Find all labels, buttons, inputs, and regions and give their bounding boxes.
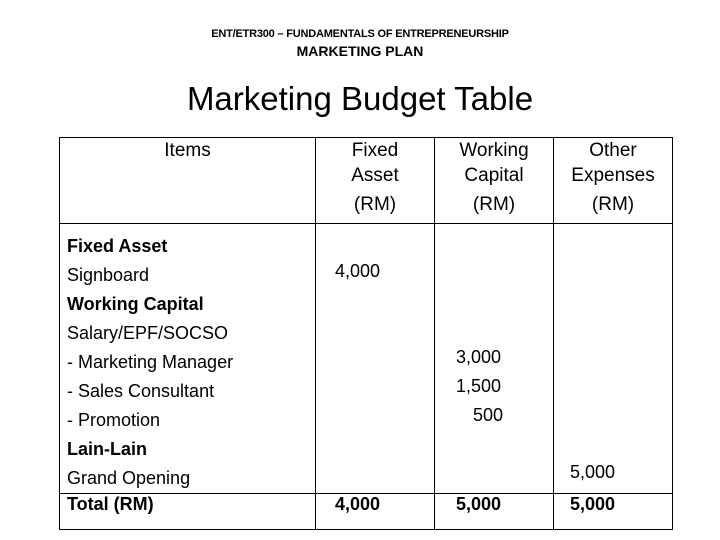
- section-header: MARKETING PLAN: [296, 43, 424, 59]
- total-fixed-asset: 4,000: [316, 494, 435, 530]
- list-item: Grand Opening: [67, 468, 191, 488]
- list-item: Lain-Lain: [67, 439, 147, 459]
- table-total-row: [60, 494, 673, 530]
- working-promotion-value: 500: [473, 405, 504, 425]
- list-item: - Promotion: [67, 410, 161, 430]
- total-working-capital: 5,000: [435, 494, 554, 530]
- col-header-items: Items: [60, 138, 316, 224]
- other-expenses-cell: [554, 224, 673, 494]
- list-item: Working Capital: [67, 294, 204, 314]
- table-header-row: [60, 138, 673, 224]
- list-item: - Marketing Manager: [67, 352, 234, 372]
- list-item: - Sales Consultant: [67, 381, 215, 401]
- col-header-working-capital: Working Capital (RM): [435, 138, 554, 224]
- marketing-budget-table: [59, 137, 673, 530]
- col-header-other-expenses: Other Expenses (RM): [554, 138, 673, 224]
- fixed-asset-signboard-value: 4,000: [335, 261, 381, 281]
- list-item: Fixed Asset: [67, 236, 168, 256]
- table-body-row: [60, 224, 673, 494]
- col-header-fixed-asset: Fixed Asset (RM): [316, 138, 435, 224]
- total-label: Total (RM): [60, 494, 316, 530]
- page-title: Marketing Budget Table: [186, 80, 534, 117]
- list-item: Salary/EPF/SOCSO: [67, 323, 229, 343]
- other-grand-opening-value: 5,000: [570, 462, 616, 482]
- working-capital-cell: [435, 224, 554, 494]
- working-sales-consultant-value: 1,500: [456, 376, 502, 396]
- fixed-asset-cell: [316, 224, 435, 494]
- course-header: ENT/ETR300 – FUNDAMENTALS OF ENTREPRENEURSHIP: [211, 28, 509, 40]
- working-marketing-manager-value: 3,000: [456, 347, 502, 367]
- total-other-expenses: 5,000: [554, 494, 673, 530]
- list-item: Signboard: [67, 265, 150, 285]
- items-cell: [60, 224, 316, 494]
